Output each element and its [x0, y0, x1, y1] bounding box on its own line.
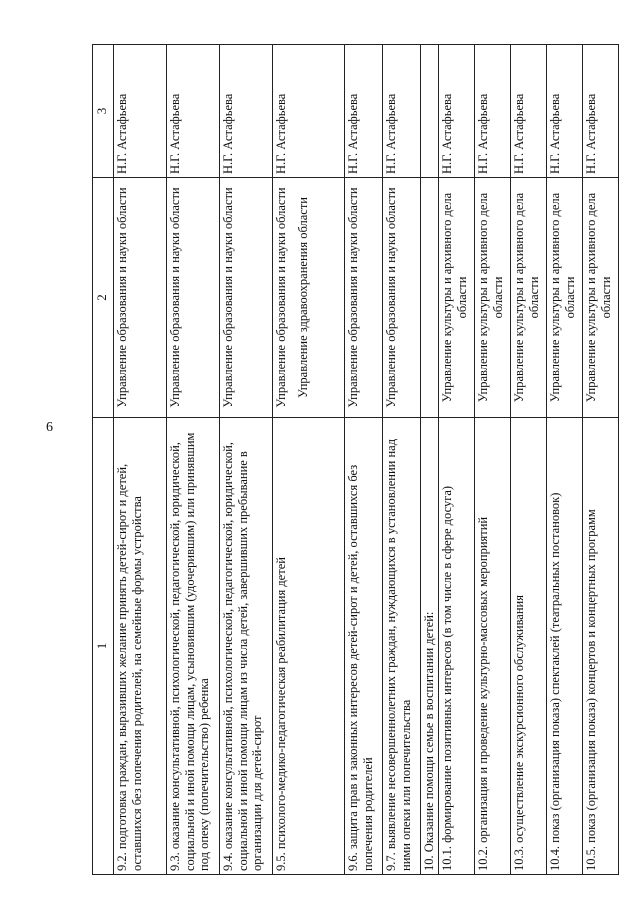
executor-cell: Управление образования и науки области	[114, 178, 167, 418]
header-row	[93, 45, 114, 875]
table-row	[273, 45, 345, 875]
measure-cell: 9.7. выявление несовершеннолетних граждан, нуждающихся в установлении над ними опеки или попечительства	[383, 418, 421, 875]
header-col-3: 3	[93, 45, 114, 178]
measure-cell: 10.1. формирование позитивных интересов (в том числе в сфере досуга)	[439, 418, 475, 875]
executor-cell: Управление образования и науки области	[167, 178, 220, 418]
executor-cell: Управление культуры и архивного дела области	[475, 178, 511, 418]
responsible-cell: Н.Г. Астафьева	[220, 45, 273, 178]
table-row	[383, 45, 421, 875]
responsible-cell: Н.Г. Астафьева	[167, 45, 220, 178]
responsible-cell	[421, 45, 439, 178]
responsible-cell: Н.Г. Астафьева	[547, 45, 583, 178]
responsible-cell: Н.Г. Астафьева	[114, 45, 167, 178]
executor-line-2: Управление здравоохранения области	[295, 197, 310, 399]
executor-cell: Управление образования и науки области	[383, 178, 421, 418]
measure-cell: 9.6. защита прав и законных интересов детей-сирот и детей, оставшихся без попечения родителей	[345, 418, 383, 875]
measure-cell: 9.2. подготовка граждан, выразивших желание принять детей-сирот и детей, оставшихся без попечения родителей, на семейные формы устройства	[114, 418, 167, 875]
header-col-1: 1	[93, 418, 114, 875]
responsible-cell: Н.Г. Астафьева	[345, 45, 383, 178]
executor-cell: Управление культуры и архивного дела области	[583, 178, 619, 418]
table-row	[439, 45, 475, 875]
table-row	[421, 45, 439, 875]
table-row	[583, 45, 619, 875]
table-row	[547, 45, 583, 875]
measure-cell: 10. Оказание помощи семье в воспитании детей:	[421, 418, 439, 875]
table-row	[511, 45, 547, 875]
executor-cell: Управление образования и науки области	[345, 178, 383, 418]
responsible-cell: Н.Г. Астафьева	[273, 45, 345, 178]
measure-cell: 10.2. организация и проведение культурно-массовых мероприятий	[475, 418, 511, 875]
measure-cell: 9.4. оказание консультативной, психологической, педагогической, юридической, социальной и иной помощи лицам из числа детей, завершивших пребывание в организации для детей-сирот	[220, 418, 273, 875]
measure-cell: 9.3. оказание консультативной, психологической, педагогической, юридической, социальной и иной помощи лицам, усыновившим (удочерившим) или принявшим под опеку (попечительство) ребенка	[167, 418, 220, 875]
table-row	[475, 45, 511, 875]
executor-line-1: Управление образования и науки области	[274, 187, 288, 408]
executor-cell	[421, 178, 439, 418]
measure-cell: 9.5. психолого-медико-педагогическая реабилитация детей	[273, 418, 345, 875]
responsible-cell: Н.Г. Астафьева	[383, 45, 421, 178]
executor-cell: Управление образования и науки области	[220, 178, 273, 418]
measure-cell: 10.4. показ (организация показа) спектаклей (театральных постановок)	[547, 418, 583, 875]
responsible-cell: Н.Г. Астафьева	[511, 45, 547, 178]
table-row	[220, 45, 273, 875]
executor-cell: Управление культуры и архивного дела области	[547, 178, 583, 418]
executor-cell: Управление культуры и архивного дела области	[439, 178, 475, 418]
table-row	[114, 45, 167, 875]
program-table	[92, 44, 619, 875]
rotated-page-content	[92, 45, 613, 875]
table-row	[345, 45, 383, 875]
header-col-2: 2	[93, 178, 114, 418]
executor-cell	[273, 178, 345, 418]
executor-cell: Управление культуры и архивного дела области	[511, 178, 547, 418]
responsible-cell: Н.Г. Астафьева	[475, 45, 511, 178]
responsible-cell: Н.Г. Астафьева	[439, 45, 475, 178]
table-row	[167, 45, 220, 875]
measure-cell: 10.3. осуществление экскурсионного обслуживания	[511, 418, 547, 875]
page-number: 6	[46, 420, 53, 435]
responsible-cell: Н.Г. Астафьева	[583, 45, 619, 178]
measure-cell: 10.5. показ (организация показа) концертов и концертных программ	[583, 418, 619, 875]
